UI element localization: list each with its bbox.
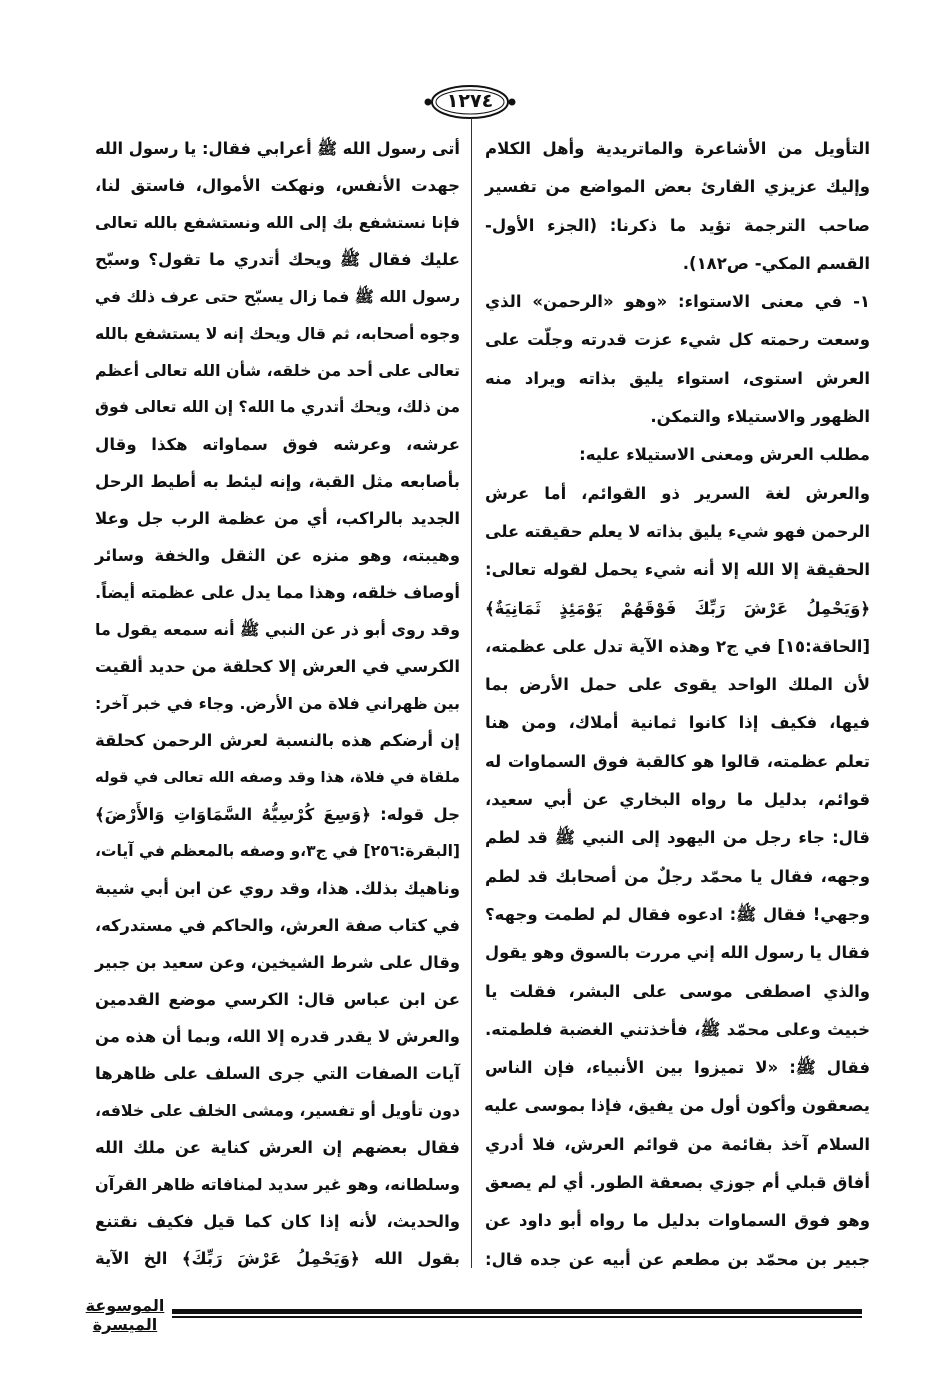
text-line: جهدت الأنفس، ونهكت الأموال، فاستق لنا، <box>95 176 460 195</box>
text-line: قال: جاء رجل من اليهود إلى النبي ﷺ قد لطم <box>485 828 870 848</box>
text-line: فيها، فكيف إذا كانوا ثمانية أملاك، ومن هنا <box>485 713 870 733</box>
text-line: فقال يا رسول الله إني مررت بالسوق وهو يقول <box>485 943 870 963</box>
text-line: ١- في معنى الاستواء: «وهو «الرحمن» الذي <box>485 292 870 312</box>
text-line: وجهي! فقال ﷺ: ادعوه فقال لم لطمت وجهه؟ <box>485 904 870 924</box>
text-line: وهيبته، وهو منزه عن الثقل والخفة وسائر <box>95 546 460 565</box>
text-line: [الحاقة:١٥] في ج٢ وهذه الآية تدل على عظمته، <box>485 636 870 656</box>
text-line: خبيث وعلى محمّد ﷺ، فأخذتني الغضبة فلطمته. <box>485 1019 870 1039</box>
text-line: والعرش لغة السرير ذو القوائم، أما عرش <box>485 483 870 503</box>
text-line: ملقاة في فلاة، هذا وقد وصفه الله تعالى في قوله <box>95 769 460 786</box>
text-line: أفاق قبلي أم جوزي بصعقة الطور. أي لم يصعق <box>485 1173 870 1193</box>
text-line: فإنا نستشفع بك إلى الله ونستشفع بالله تعالى <box>95 213 460 232</box>
text-line: فقال بعضهم إن العرش كناية عن ملك الله <box>95 1138 460 1157</box>
text-line: الحقيقة إلا الله إلا أنه شيء يحمل لقوله تعالى: <box>485 560 870 580</box>
column-divider <box>471 118 472 1268</box>
text-line: إن أرضكم هذه بالنسبة لعرش الرحمن كحلقة <box>95 731 460 750</box>
text-line: وسعت رحمته كل شيء عزت قدرته وجلّت على <box>485 330 870 350</box>
text-line: الرحمن فهو شيء يليق بذاته لا يعلم حقيقته على <box>485 521 870 541</box>
text-line: يصعقون وأكون أول من يفيق، فإذا بموسى عليه <box>484 1096 870 1116</box>
text-line: مطلب العرش ومعنى الاستيلاء عليه: <box>579 445 870 465</box>
text-line: التأويل من الأشاعرة والماتريدية وأهل الكلام <box>485 139 870 158</box>
text-line: رسول الله ﷺ فما زال يسبّح حتى عرف ذلك في <box>94 287 460 306</box>
text-line: آيات الصفات التي جرى السلف على ظاهرها <box>95 1064 460 1083</box>
text-line: وهو فوق السماوات بدليل ما رواه أبو داود عن <box>485 1211 870 1231</box>
text-line: عن ابن عباس قال: الكرسي موضع القدمين <box>95 990 460 1009</box>
text-line: بأصابعه مثل القبة، وإنه ليئط به أطيط الرحل <box>95 472 460 491</box>
text-line: وناهيك بذلك. هذا، وقد روي عن ابن أبي شيبة <box>94 879 460 898</box>
text-line: بين ظهراني فلاة من الأرض. وجاء في خبر آخر: <box>95 694 460 713</box>
text-line: الجديد بالراكب، أي من عظمة الرب جل وعلا <box>95 509 460 528</box>
text-line: بقول الله ﴿وَيَحْمِلُ عَرْشَ رَبِّكَ﴾ الخ الآية <box>95 1249 460 1268</box>
text-line: والعرش لا يقدر قدره إلا الله، وبما أن هذه من <box>94 1027 460 1046</box>
text-line: وقد روى أبو ذر عن النبي ﷺ أنه سمعه يقول ما <box>95 620 460 639</box>
text-line: تعالى على أحد من خلقه، شأن الله تعالى أعظم <box>95 361 460 380</box>
text-line: والحديث، لأنه إذا كان كما قيل فكيف نقتنع <box>95 1212 460 1231</box>
page-number-ornament <box>420 82 520 122</box>
text-line: والذي اصطفى موسى على البشر، فقلت يا <box>485 981 870 1001</box>
text-line: القسم المكي- ص١٨٢). <box>682 253 870 273</box>
text-line: وسلطانه، وهو غير سديد لمنافاته ظاهر القرآن <box>95 1175 460 1194</box>
text-line: أتى رسول الله ﷺ أعرابي فقال: يا رسول الله <box>94 139 460 158</box>
text-line: من ذلك، ويحك أتدري ما الله؟ إن الله تعالى فوق <box>95 398 460 416</box>
text-line: لأن الملك الواحد يقوى على حمل الأرض بما <box>485 675 870 695</box>
text-line: ﴿وَيَحْمِلُ عَرْشَ رَبِّكَ فَوْقَهُمْ يَوْمَئِذٍ ثَمَانِيَةٌ﴾ <box>485 598 870 618</box>
text-line: في كتاب صفة العرش، والحاكم في مستدركه، <box>94 916 460 935</box>
left-column <box>95 130 460 1277</box>
text-line: [البقرة:٢٥٦] في ج٣،و وصفه بالمعظم في آيات، <box>95 842 460 860</box>
text-line: وجوه أصحابه، ثم قال ويحك إنه لا يستشفع بالله <box>95 324 460 343</box>
text-line: وإليك عزيزي القارئ بعض المواضع من تفسير <box>485 177 870 197</box>
text-line: عرشه، وعرشه فوق سماواته هكذا وقال <box>95 435 460 454</box>
text-line: أوصاف خلقه، وهذا مما يدل على عظمته أيضاً. <box>95 583 460 602</box>
text-line: وجهه، فقال يا محمّد رجلٌ من أصحابك قد لطم <box>485 866 870 886</box>
footer-title: الموسوعة الميسرة <box>85 1296 165 1334</box>
right-column <box>485 130 870 1279</box>
footer-rule <box>172 1309 862 1318</box>
text-line: الظهور والاستيلاء والتمكن. <box>650 407 870 427</box>
text-line: السلام آخذ بقائمة من قوائم العرش، فلا أدري <box>485 1134 870 1154</box>
text-line: العرش استوى، استواء يليق بذاته ويراد منه <box>485 368 870 388</box>
text-line: دون تأويل أو تفسير، ومشى الخلف على خلافه، <box>95 1101 460 1120</box>
text-line: تعلم عظمته، قالوا هو كالقبة فوق السماوات له <box>485 751 870 771</box>
page-number: ١٢٧٤ <box>446 90 494 112</box>
text-line: قوائم، بدليل ما رواه البخاري عن أبي سعيد، <box>485 790 870 810</box>
text-line: صاحب الترجمة تؤيد ما ذكرنا: (الجزء الأول- <box>485 215 870 235</box>
text-line: وقال على شرط الشيخين، وعن سعيد بن جبير <box>95 953 460 972</box>
text-line: عليك فقال ﷺ ويحك أتدري ما تقول؟ وسبّح <box>95 250 460 269</box>
text-line: جبير بن محمّد بن مطعم عن أبيه عن جده قال: <box>485 1249 870 1269</box>
text-line: فقال ﷺ: «لا تميزوا بين الأنبياء، فإن الناس <box>485 1058 870 1078</box>
text-line: جل قوله: ﴿وَسِعَ كُرْسِيُّهُ السَّمَاوَاتِ وَالأَرْضَ﴾ <box>95 805 460 824</box>
text-line: الكرسي في العرش إلا كحلقة من حديد ألقيت <box>95 657 460 676</box>
